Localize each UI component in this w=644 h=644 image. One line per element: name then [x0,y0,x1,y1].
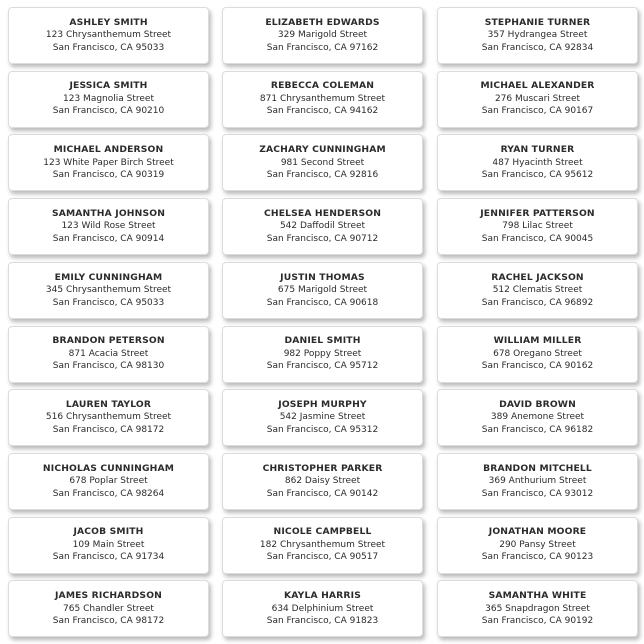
city-state-zip: San Francisco, CA 98264 [52,488,165,499]
address-label [222,453,423,510]
street-address: 798 Lilac Street [502,221,573,232]
address-label [222,326,423,383]
address-label [437,580,638,637]
city-state-zip: San Francisco, CA 90167 [481,106,594,117]
recipient-name: RACHEL JACKSON [491,271,584,283]
street-address: 981 Second Street [280,157,365,168]
street-address: 329 Marigold Street [277,30,368,41]
street-address: 123 Wild Rose Street [61,221,156,232]
street-address: 276 Muscari Street [494,93,581,104]
street-address: 871 Chrysanthemum Street [259,93,386,104]
city-state-zip: San Francisco, CA 90162 [481,361,594,372]
city-state-zip: San Francisco, CA 95612 [481,170,594,181]
recipient-name: NICOLE CAMPBELL [273,526,372,538]
recipient-name: ZACHARY CUNNINGHAM [259,144,386,156]
city-state-zip: San Francisco, CA 90618 [266,297,379,308]
address-label [437,517,638,574]
address-label [437,453,638,510]
address-label [437,262,638,319]
address-label [222,71,423,128]
recipient-name: MICHAEL ANDERSON [53,144,164,156]
recipient-name: SAMANTHA JOHNSON [51,207,166,219]
street-address: 871 Acacia Street [68,348,149,359]
recipient-name: JACOB SMITH [73,526,144,538]
recipient-name: RYAN TURNER [500,144,575,156]
address-label [8,517,209,574]
street-address: 516 Chrysanthemum Street [45,412,172,423]
city-state-zip: San Francisco, CA 96182 [481,424,594,435]
recipient-name: BRANDON MITCHELL [483,462,592,474]
street-address: 512 Clematis Street [492,285,583,296]
city-state-zip: San Francisco, CA 90192 [481,616,594,627]
street-address: 982 Poppy Street [283,348,362,359]
address-label [8,71,209,128]
address-label [8,134,209,191]
address-label [8,326,209,383]
address-label [437,198,638,255]
address-label [8,262,209,319]
address-label [222,389,423,446]
address-label [437,134,638,191]
street-address: 369 Anthurium Street [488,476,587,487]
address-label [222,134,423,191]
recipient-name: EMILY CUNNINGHAM [54,271,163,283]
street-address: 678 Poplar Street [69,476,148,487]
city-state-zip: San Francisco, CA 90210 [52,106,165,117]
recipient-name: BRANDON PETERSON [52,335,165,347]
city-state-zip: San Francisco, CA 98130 [52,361,165,372]
recipient-name: CHELSEA HENDERSON [263,207,382,219]
address-label [222,517,423,574]
recipient-name: LAUREN TAYLOR [65,398,152,410]
recipient-name: WILLIAM MILLER [493,335,582,347]
address-label [8,7,209,64]
city-state-zip: San Francisco, CA 90319 [52,170,165,181]
street-address: 675 Marigold Street [277,285,368,296]
street-address: 389 Anemone Street [490,412,585,423]
city-state-zip: San Francisco, CA 90914 [52,233,165,244]
recipient-name: MICHAEL ALEXANDER [480,80,595,92]
street-address: 290 Pansy Street [499,539,576,550]
city-state-zip: San Francisco, CA 93012 [481,488,594,499]
city-state-zip: San Francisco, CA 92834 [481,42,594,53]
city-state-zip: San Francisco, CA 90123 [481,552,594,563]
street-address: 542 Daffodil Street [279,221,366,232]
address-label [437,7,638,64]
city-state-zip: San Francisco, CA 91734 [52,552,165,563]
address-label [8,580,209,637]
city-state-zip: San Francisco, CA 96892 [481,297,594,308]
street-address: 357 Hydrangea Street [487,30,588,41]
recipient-name: NICHOLAS CUNNINGHAM [42,462,175,474]
street-address: 765 Chandler Street [63,603,154,614]
address-label [437,71,638,128]
recipient-name: ELIZABETH EDWARDS [265,16,380,28]
city-state-zip: San Francisco, CA 95033 [52,42,165,53]
city-state-zip: San Francisco, CA 95312 [266,424,379,435]
recipient-name: KAYLA HARRIS [284,590,361,602]
street-address: 345 Chrysanthemum Street [45,285,172,296]
city-state-zip: San Francisco, CA 98172 [52,424,165,435]
city-state-zip: San Francisco, CA 92816 [266,170,379,181]
recipient-name: REBECCA COLEMAN [270,80,375,92]
recipient-name: JONATHAN MOORE [488,526,587,538]
street-address: 123 Magnolia Street [63,93,154,104]
street-address: 182 Chrysanthemum Street [259,539,386,550]
recipient-name: JESSICA SMITH [69,80,148,92]
city-state-zip: San Francisco, CA 90517 [266,552,379,563]
address-label [222,262,423,319]
address-label [222,580,423,637]
address-label [437,326,638,383]
city-state-zip: San Francisco, CA 91823 [266,616,379,627]
street-address: 487 Hyacinth Street [492,157,583,168]
city-state-zip: San Francisco, CA 95033 [52,297,165,308]
recipient-name: SAMANTHA WHITE [488,590,587,602]
recipient-name: DAVID BROWN [499,398,576,410]
street-address: 123 Chrysanthemum Street [45,30,172,41]
street-address: 542 Jasmine Street [279,412,366,423]
address-label [8,389,209,446]
city-state-zip: San Francisco, CA 90142 [266,488,379,499]
city-state-zip: San Francisco, CA 97162 [266,42,379,53]
city-state-zip: San Francisco, CA 94162 [266,106,379,117]
street-address: 678 Oregano Street [493,348,582,359]
recipient-name: CHRISTOPHER PARKER [262,462,383,474]
city-state-zip: San Francisco, CA 90712 [266,233,379,244]
address-label [437,389,638,446]
city-state-zip: San Francisco, CA 95712 [266,361,379,372]
street-address: 365 Snapdragon Street [485,603,590,614]
recipient-name: DANIEL SMITH [284,335,361,347]
recipient-name: JUSTIN THOMAS [280,271,365,283]
recipient-name: JAMES RICHARDSON [54,590,162,602]
recipient-name: JENNIFER PATTERSON [480,207,595,219]
street-address: 634 Delphinium Street [271,603,374,614]
city-state-zip: San Francisco, CA 90045 [481,233,594,244]
street-address: 862 Daisy Street [284,476,361,487]
recipient-name: JOSEPH MURPHY [278,398,367,410]
street-address: 123 White Paper Birch Street [43,157,174,168]
city-state-zip: San Francisco, CA 98172 [52,616,165,627]
address-label [222,7,423,64]
recipient-name: STEPHANIE TURNER [484,16,591,28]
address-label [8,453,209,510]
address-label [8,198,209,255]
address-label [222,198,423,255]
recipient-name: ASHLEY SMITH [69,16,148,28]
street-address: 109 Main Street [72,539,145,550]
